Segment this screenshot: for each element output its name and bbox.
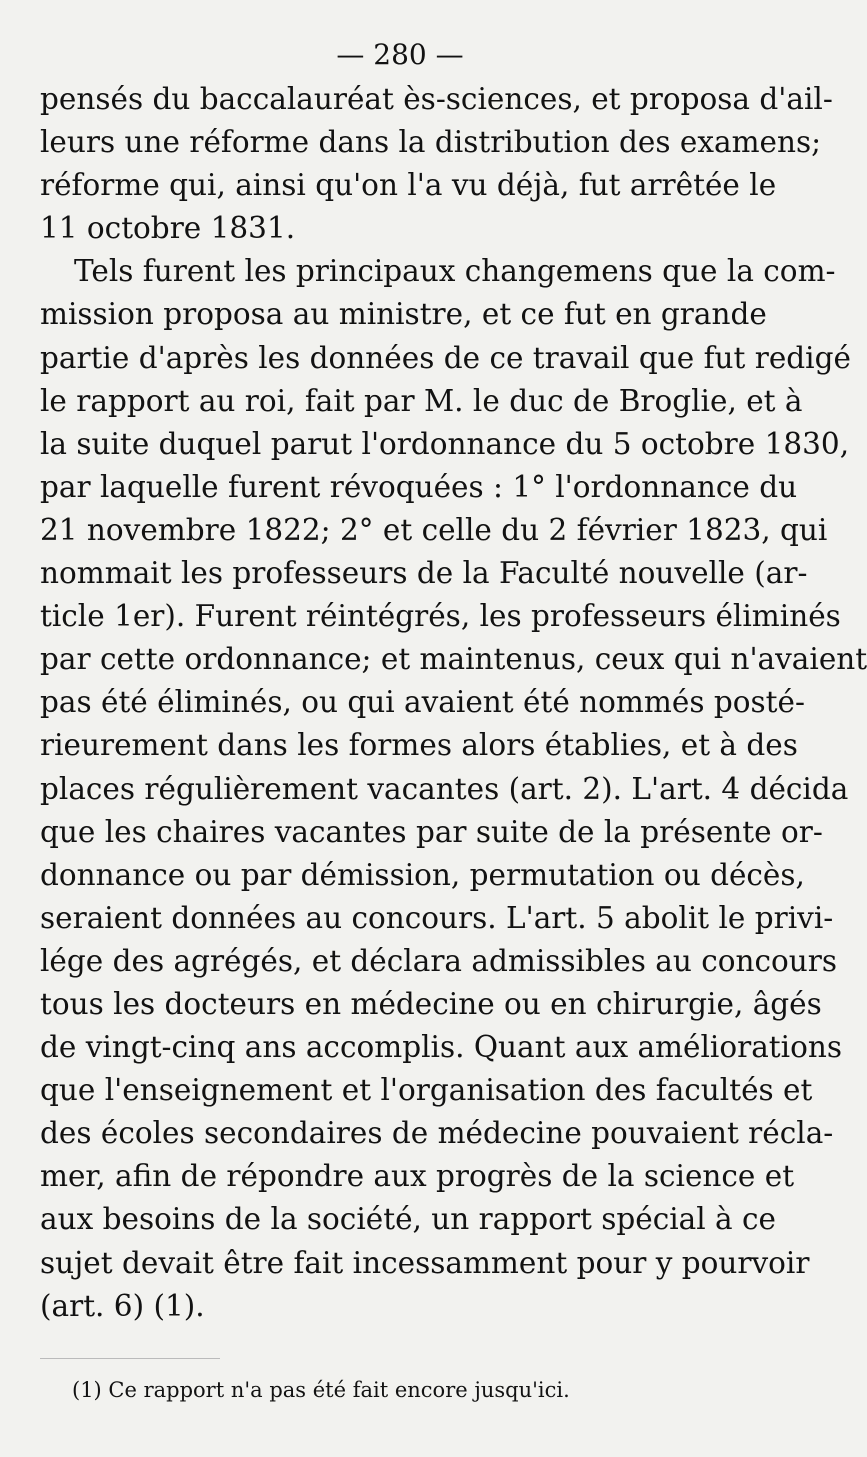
text-line: sujet devait être fait incessamment pour y pourvoir (40, 1245, 810, 1280)
text-line: des écoles secondaires de médecine pouvaient récla- (40, 1116, 834, 1151)
text-line: nommait les professeurs de la Faculté nouvelle (ar- (40, 556, 808, 591)
text-line: réforme qui, ainsi qu'on l'a vu déjà, fut arrêtée le (40, 168, 777, 203)
text-line: (art. 6) (1). (40, 1288, 205, 1323)
footnote-rule (40, 1358, 220, 1359)
text-line: donnance ou par démission, permutation ou décès, (40, 857, 805, 892)
text-line: leurs une réforme dans la distribution des examens; (40, 125, 822, 160)
text-line: par cette ordonnance; et maintenus, ceux qui n'avaient (40, 642, 867, 677)
text-line: partie d'après les données de ce travail que fut redigé (40, 340, 851, 375)
text-line: places régulièrement vacantes (art. 2). L'art. 4 décida (40, 771, 849, 806)
text-line: aux besoins de la société, un rapport spécial à ce (40, 1202, 777, 1237)
footnote: (1) Ce rapport n'a pas été fait encore jusqu'ici. (72, 1378, 570, 1402)
text-line: tous les docteurs en médecine ou en chirurgie, âgés (40, 986, 822, 1021)
text-line: 11 octobre 1831. (40, 211, 296, 246)
text-line: rieurement dans les formes alors établies, et à des (40, 728, 798, 763)
text-line: la suite duquel parut l'ordonnance du 5 octobre 1830, (40, 426, 850, 461)
text-line: de vingt-cinq ans accomplis. Quant aux améliorations (40, 1030, 842, 1065)
text-line: 21 novembre 1822; 2° et celle du 2 février 1823, qui (40, 512, 828, 547)
text-line: mer, afin de répondre aux progrès de la science et (40, 1159, 795, 1194)
body-text (40, 78, 867, 1328)
text-line: seraient données au concours. L'art. 5 abolit le privi- (40, 900, 834, 935)
text-line: que l'enseignement et l'organisation des facultés et (40, 1073, 813, 1108)
text-line: par laquelle furent révoquées : 1° l'ordonnance du (40, 469, 798, 504)
text-line: le rapport au roi, fait par M. le duc de Broglie, et à (40, 383, 803, 418)
text-line: Tels furent les principaux changemens que la com- (74, 254, 836, 289)
text-line: ticle 1er). Furent réintégrés, les professeurs éliminés (40, 599, 841, 634)
page-number: — 280 — (336, 38, 464, 71)
text-line: que les chaires vacantes par suite de la présente or- (40, 814, 823, 849)
text-line: pensés du baccalauréat ès-sciences, et proposa d'ail- (40, 82, 833, 116)
text-line: mission proposa au ministre, et ce fut en grande (40, 297, 767, 332)
text-line: lége des agrégés, et déclara admissibles au concours (40, 943, 838, 978)
text-line: pas été éliminés, ou qui avaient été nommés posté- (40, 685, 805, 720)
